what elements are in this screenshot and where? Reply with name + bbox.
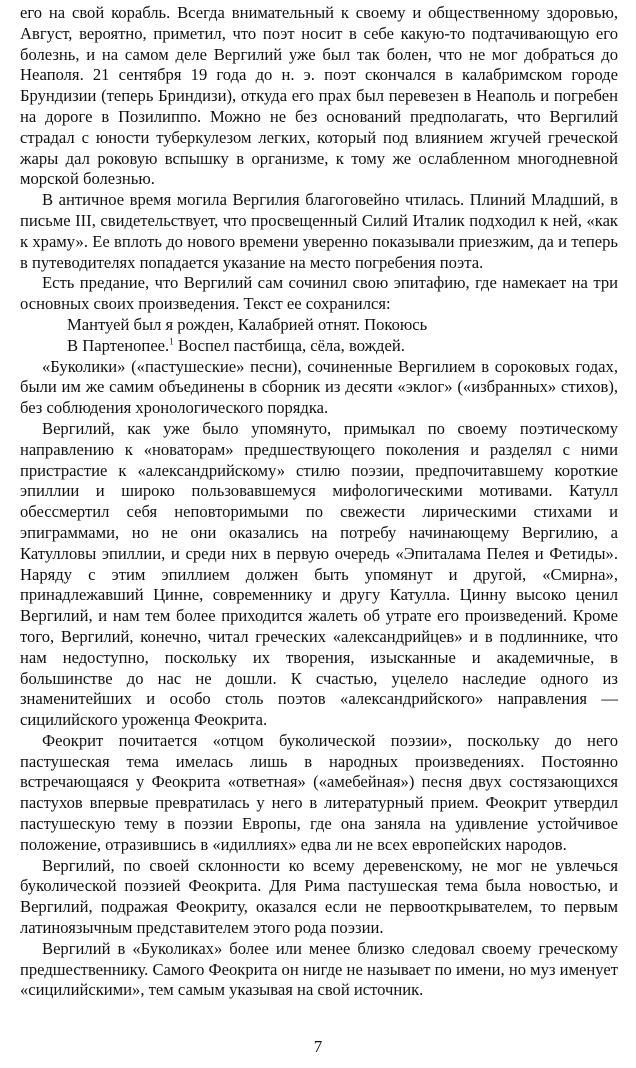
verse-line-2: [67, 336, 618, 357]
paragraph-2: В античное время могила Вергилия благоговейно чтилась. Плиний Младший, в письме III, свидетельствует, что просвещенный Силий Италик подходил к ней, «как к храму». Ее вплоть до нового времени уверенно показывали приезжим, да и теперь в путеводителях попадается указание на место погребения поэта.: [20, 190, 618, 272]
paragraph-1: его на свой корабль. Всегда внимательный к своему и общественному здоровью, Август, вероятно, приметил, что поэт носит в себе какую-то подтачивающую его болезнь, и на самом деле Вергилий уже был так болен, что не мог добраться до Неаполя. 21 сентября 19 года до н. э. поэт скончался в калабримском городе Брундизии (теперь Бриндизи), откуда его прах был перевезен в Неаполь и погребен на дороге в Позилиппо. Можно не без оснований предполагать, что Вергилий страдал с юности туберкулезом легких, который под влиянием жгучей греческой жары дал роковую вспышку в организме, к тому же ослабленном многодневной морской болезнью.: [20, 3, 618, 189]
paragraph-6: Феокрит почитается «отцом буколической поэзии», поскольку до него пастушеская тема имелась лишь в народных произведениях. Постоянно встречающаяся у Феокрита «ответная» («амебейная») песня двух состязающихся пастухов впервые превратилась у него в литературный прием. Феокрит утвердил пастушескую тему в поэзии Европы, где она заняла на удивление устойчивое положение, отразившись в «идиллиях» едва ли не всех европейских народов.: [20, 730, 618, 854]
footnote-marker[interactable]: 1: [169, 336, 174, 347]
paragraph-8: Вергилий в «Буколиках» более или менее близко следовал своему греческому предшественнику. Самого Феокрита он нигде не называет по имени, но муз именует «сицилийскими», тем самым указывая на свой источник.: [20, 938, 618, 1000]
verse-line-2-start: В Партенопее.: [67, 335, 170, 355]
paragraph-7: Вергилий, по своей склонности ко всему деревенскому, не мог не увлечься буколической поэзией Феокрита. Для Рима пастушеская тема была новостью, и Вергилий, подражая Феокриту, оказался если не первооткрывателем, то первым латиноязычным представителем этого рода поэзии.: [20, 855, 618, 938]
paragraph-4: «Буколики» («пастушеские» песни), сочиненные Вергилием в сороковых годах, были им же самим объединены в сборник из десяти «эклог» («избранных» стихов), без соблюдения хронологического порядка.: [20, 356, 618, 418]
verse-line-2-end: Воспел пастбища, сёла, вождей.: [173, 335, 405, 355]
verse-line-1: Мантуей был я рожден, Калабрией отнят. Покоюсь: [67, 314, 428, 334]
paragraph-5: Вергилий, как уже было упомянуто, примыкал по своему поэтическому направлению к «новаторам» предшествующего поколения и разделял с ними пристрастие к «александрийскому» стилю поэзии, предпочитавшему короткие эпиллии и широко пользовавшемуся мифологическими мотивами. Катулл обессмертил себя неповторимыми по свежести лирическими стихами и эпиграммами, но не они оказались на потребу начинающему Вергилию, а Катулловы эпиллии, и среди них в первую очередь «Эпиталама Пелея и Фетиды». Наряду с этим эпиллием должен быть упомянут и другой, «Смирна», принадлежавший Цинне, современнику и другу Катулла. Цинну высоко ценил Вергилий, и нам тем более приходится жалеть об утрате его произведений. Кроме того, Вергилий, конечно, читал греческих «александрийцев» и в подлиннике, что нам недоступно, поскольку их творения, изысканные и академичные, в большинстве до нас не дошли. К счастью, уцелело наследие одного из знаменитейших и особо столь поэтов «александрийского» направления — сицилийского уроженца Феокрита.: [20, 418, 618, 730]
page-text: [20, 3, 618, 1001]
page-number: 7: [313, 1037, 323, 1056]
epitaph-verse: [20, 315, 618, 357]
paragraph-3: Есть предание, что Вергилий сам сочинил свою эпитафию, где намекает на три основных своих произведения. Текст ее сохранился:: [20, 273, 618, 314]
